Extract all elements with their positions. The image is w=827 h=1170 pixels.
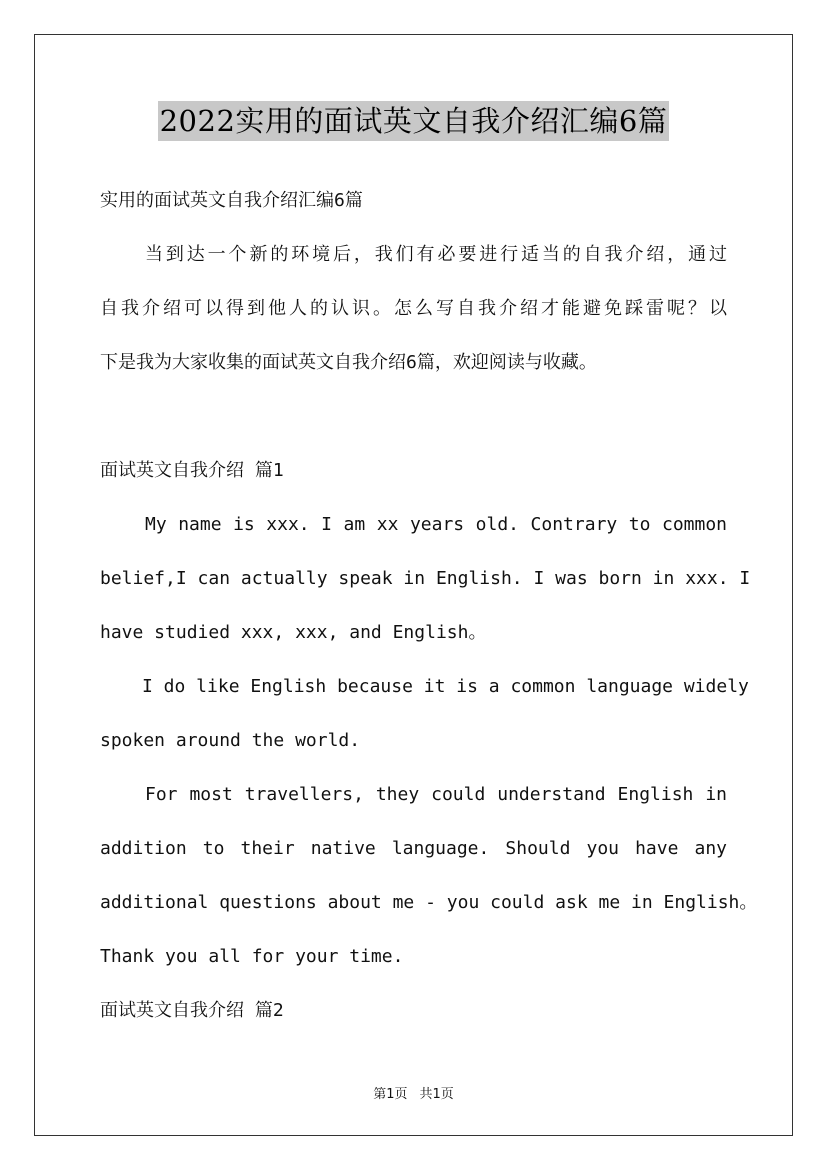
section-heading-1: 面试英文自我介绍 篇1 xyxy=(100,460,284,481)
paragraph-line: My name is xxx. I am xx years old. Contrary to common xyxy=(145,514,727,535)
intro-line: 当到达一个新的环境后，我们有必要进行适当的自我介绍，通过 xyxy=(145,244,727,265)
paragraph-line: For most travellers, they could understand English in xyxy=(145,784,727,805)
page-number-current: 第1页 xyxy=(373,1087,408,1102)
section-heading-2: 面试英文自我介绍 篇2 xyxy=(100,1000,284,1021)
paragraph-line: have studied xxx, xxx, and English。 xyxy=(100,622,487,643)
title-container xyxy=(0,101,827,141)
document-body xyxy=(100,174,758,1038)
paragraph-line: I do like English because it is a common language widely xyxy=(142,676,749,697)
paragraph-line: belief,I can actually speak in English. I was born in xxx. I xyxy=(100,568,751,589)
paragraph-line: additional questions about me - you could ask me in English。 xyxy=(100,892,758,913)
intro-line: 自我介绍可以得到他人的认识。怎么写自我介绍才能避免踩雷呢？以 xyxy=(100,298,727,319)
page-footer xyxy=(0,1083,827,1102)
paragraph-line: Thank you all for your time. xyxy=(100,946,404,967)
document-subtitle: 实用的面试英文自我介绍汇编6篇 xyxy=(100,190,363,211)
paragraph-line: spoken around the world. xyxy=(100,730,361,751)
paragraph-line: addition to their native language. Should you have any xyxy=(100,838,727,859)
intro-line: 下是我为大家收集的面试英文自我介绍6篇，欢迎阅读与收藏。 xyxy=(100,352,597,373)
page-number-total: 共1页 xyxy=(419,1087,454,1102)
document-title: 2022实用的面试英文自我介绍汇编6篇 xyxy=(158,101,670,141)
